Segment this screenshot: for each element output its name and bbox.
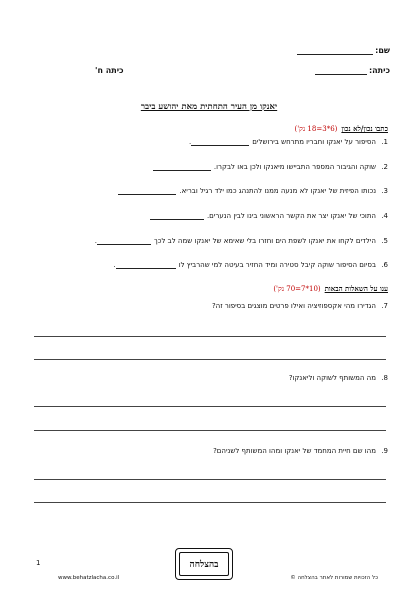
logo-icon	[175, 548, 233, 580]
answer-blank[interactable]	[97, 237, 151, 245]
logo-text: בהצלחה	[179, 552, 229, 576]
copyright-notice: כל הזכויות שמורות לאתר בהצלחה ©	[290, 575, 378, 581]
answer-line[interactable]	[34, 336, 386, 337]
class-field	[315, 66, 390, 75]
answer-line[interactable]	[34, 359, 386, 360]
class-blank[interactable]	[315, 66, 367, 75]
question-6: 6.בסיום הסיפור שוקה קיבל סטירה ומיד החזיר בעיטה למי שהרביץ לו.	[113, 261, 388, 269]
section-title: ענו על השאלות הבאות	[324, 284, 388, 293]
question-9: 9.מהו שם חיית המחמד של יאנקו ומהו המשותף לשניהם?	[213, 447, 388, 455]
question-8: 8.מה המשותף לשוקה וליאנקו?	[288, 374, 388, 382]
answer-line[interactable]	[34, 502, 386, 503]
question-5: 5.הילדים לקחו את יאנקו לשפת הים וחזרו בלי שאימא של יאנקו שמה לב לכך.	[94, 237, 388, 245]
question-4: 4.התוכי של יאנקו יצר את הקשר הראשוני בינו לבין הנערים.	[150, 212, 388, 220]
answer-line[interactable]	[34, 430, 386, 431]
answer-blank[interactable]	[118, 187, 176, 195]
page-title: יאנקו מן העיר התחתית מאת יהושע ביבר	[140, 102, 278, 112]
question-1: 1.הסיפור על יאנקו וחבריו מתרחש בירושלים.	[189, 138, 388, 146]
question-3: 3.נכותו הפיזית של יאנקו לא מנעה ממנו להתנהג כמו ילד רגיל ובריא.	[118, 187, 388, 195]
page-number: 1	[36, 559, 41, 567]
answer-line[interactable]	[34, 479, 386, 480]
question-2: 2.שוקה והגיבור המספר התביישו מיאנקו ולכן באו לבקרו.	[153, 163, 388, 171]
class-label: כיתה:	[368, 66, 390, 75]
name-blank[interactable]	[297, 46, 373, 55]
section-heading-open-questions	[273, 284, 388, 293]
section-heading-true-false	[295, 124, 388, 133]
answer-line[interactable]	[34, 406, 386, 407]
grade-label: כיתה ח'	[95, 66, 124, 75]
name-label: שם:	[375, 46, 390, 55]
section-title: כתבו נכון/לא נכון	[341, 124, 388, 133]
section-points: (6*3=18 נק')	[294, 125, 338, 133]
section-points: (10*7=70 נק')	[273, 285, 321, 293]
website-link[interactable]: www.behatzlacha.co.il	[58, 575, 120, 581]
name-field	[297, 46, 390, 55]
question-7: 7.הגדירו מהי אקספוזיציה ואילו פרטים מוצגים בסיפור זה?	[211, 302, 388, 310]
answer-blank[interactable]	[150, 212, 204, 220]
answer-blank[interactable]	[116, 261, 176, 269]
answer-blank[interactable]	[191, 138, 249, 146]
answer-blank[interactable]	[153, 163, 211, 171]
